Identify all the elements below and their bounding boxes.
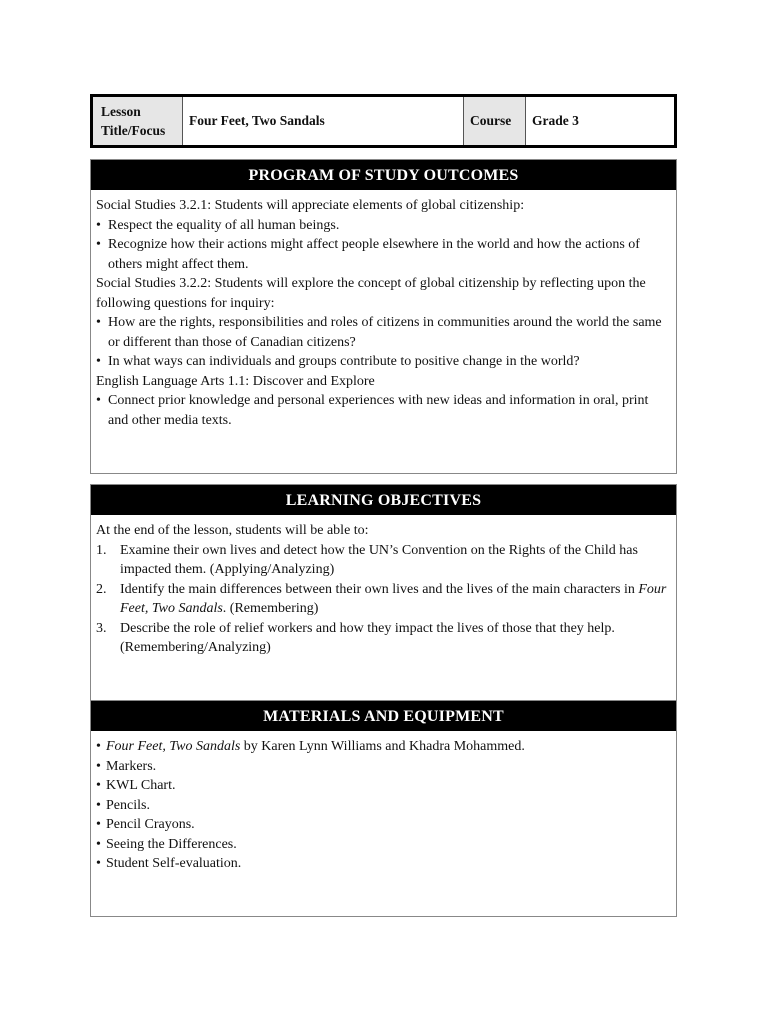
objective-item: [96, 541, 670, 580]
objective-number: 1.: [96, 542, 107, 558]
objectives-list: [96, 541, 670, 658]
course-label: Course: [464, 97, 526, 145]
objective-number: 2.: [96, 581, 107, 597]
objective-text-suffix: . (Remembering): [222, 601, 319, 616]
objective-item: [96, 619, 670, 658]
materials-section: [90, 700, 677, 917]
objectives-body: [91, 515, 676, 658]
material-text: Markers.: [106, 758, 157, 774]
objective-text: Describe the role of relief workers and how they impact the lives of those that they help. (Remembering/Analyzing): [120, 620, 615, 655]
objectives-heading: LEARNING OBJECTIVES: [91, 485, 676, 515]
objectives-section: [90, 484, 677, 702]
objectives-intro: At the end of the lesson, students will be able to:: [96, 523, 369, 538]
lesson-label-line1: Lesson: [101, 104, 141, 119]
book-title: Four Feet, Two Sandals: [120, 581, 667, 616]
outcome-text: Social Studies 3.2.1: Students will appreciate elements of global citizenship:: [96, 198, 525, 213]
material-text: Pencil Crayons.: [106, 817, 195, 832]
material-item: [96, 796, 670, 816]
outcome-bullet: • In what ways can individuals and groups contribute to positive change in the world?: [96, 352, 670, 372]
outcome-bullet: • Recognize how their actions might affect people elsewhere in the world and how the actions of others might affect them.: [96, 235, 670, 274]
material-text: KWL Chart.: [106, 778, 176, 793]
outcome-bullet: • How are the rights, responsibilities and roles of citizens in communities around the world the same or different than those of Canadian citizens?: [96, 313, 670, 352]
lesson-header-table: [90, 94, 677, 148]
outcome-bullet: • Respect the equality of all human beings.: [96, 216, 670, 236]
material-text: by Karen Lynn Williams and Khadra Mohammed.: [240, 739, 525, 754]
course-value: Grade 3: [532, 113, 579, 128]
material-item: [96, 835, 670, 855]
material-item: [96, 757, 670, 777]
outcome-bullet: • Connect prior knowledge and personal experiences with new ideas and information in oral, print and other media texts.: [96, 391, 670, 430]
outcomes-section: [90, 159, 677, 474]
outcome-text: Social Studies 3.2.2: Students will explore the concept of global citizenship by reflecting upon the following questions for inquiry:: [96, 276, 646, 311]
materials-list: [91, 731, 676, 874]
book-title: Four Feet, Two Sandals: [106, 739, 241, 754]
lesson-title-label: [93, 97, 183, 145]
outcomes-body: [91, 190, 676, 430]
objective-text: Examine their own lives and detect how the UN’s Convention on the Rights of the Child has impacted them. (Applying/Analyzing): [120, 542, 638, 577]
material-item: [96, 815, 670, 835]
lesson-title-value: Four Feet, Two Sandals: [183, 97, 464, 145]
material-text: Pencils.: [106, 797, 150, 813]
materials-heading: MATERIALS AND EQUIPMENT: [91, 701, 676, 731]
material-item: [96, 776, 670, 796]
outcome-text: English Language Arts 1.1: Discover and Explore: [96, 373, 375, 389]
material-text: Student Self-evaluation.: [106, 856, 242, 871]
material-text: Seeing the Differences.: [106, 836, 237, 852]
material-item: [96, 737, 670, 757]
objective-number: 3.: [96, 620, 107, 636]
outcomes-heading: PROGRAM OF STUDY OUTCOMES: [91, 160, 676, 190]
material-item: [96, 854, 670, 874]
objective-item: [96, 580, 670, 619]
lesson-label-line2: Title/Focus: [101, 123, 166, 138]
objective-text: Identify the main differences between their own lives and the lives of the main characters in: [120, 581, 639, 597]
